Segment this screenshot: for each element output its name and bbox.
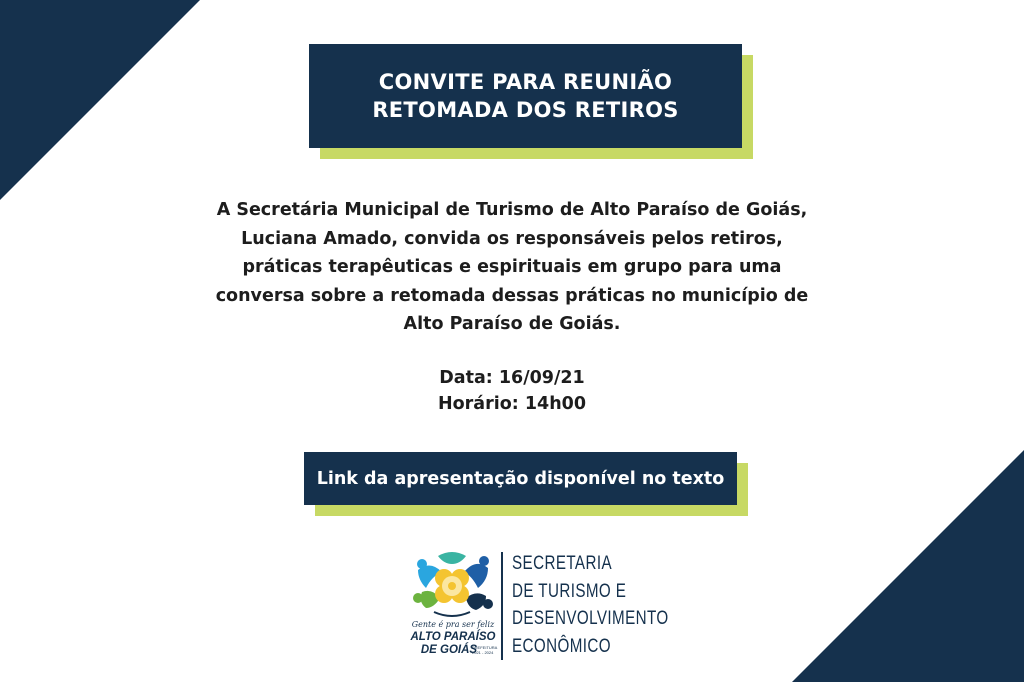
corner-triangle-top-left xyxy=(0,0,200,200)
invitation-line: A Secretária Municipal de Turismo de Alto Paraíso de Goiás, xyxy=(216,200,808,220)
logo-years xyxy=(472,645,497,655)
secretaria-line: DESENVOLVIMENTO xyxy=(512,608,669,629)
secretaria-name xyxy=(512,550,669,660)
title-line-2: RETOMADA DOS RETIROS xyxy=(372,98,679,122)
title-banner xyxy=(309,44,742,148)
event-details xyxy=(312,365,712,417)
logo-years-line-2: 2021 - 2024 xyxy=(472,650,494,655)
secretaria-line: DE TURISMO E xyxy=(512,580,627,602)
link-banner xyxy=(304,452,737,505)
link-banner-box: Link da apresentação disponível no texto xyxy=(304,452,737,505)
secretaria-line: ECONÔMICO xyxy=(512,635,612,657)
invitation-line: Alto Paraíso de Goiás. xyxy=(403,314,621,334)
event-time: Horário: 14h00 xyxy=(437,394,586,414)
logo-tagline: Gente é pra ser feliz xyxy=(411,620,495,629)
event-date: Data: 16/09/21 xyxy=(439,368,585,388)
logo-name-line-2: DE GOIÁS xyxy=(420,644,478,656)
secretaria-line: SECRETARIA xyxy=(512,553,613,574)
invitation-text xyxy=(160,196,864,339)
alto-paraiso-logo xyxy=(408,548,498,662)
logo-years-line-1: PREFEITURA xyxy=(472,645,498,650)
invitation-line: Luciana Amado, convida os responsáveis pelos retiros, xyxy=(241,228,783,249)
invitation-line: conversa sobre a retomada dessas práticas no município de xyxy=(215,285,809,306)
logo-divider xyxy=(501,552,503,660)
invitation-line: práticas terapêuticas e espirituais em grupo para uma xyxy=(242,257,782,277)
corner-triangle-bottom-right xyxy=(792,450,1024,682)
title-line-1: CONVITE PARA REUNIÃO xyxy=(378,70,673,94)
flower-people-icon xyxy=(408,548,498,622)
title-banner-box xyxy=(309,44,742,148)
logo-name-line-1: ALTO PARAÍSO xyxy=(410,631,496,643)
